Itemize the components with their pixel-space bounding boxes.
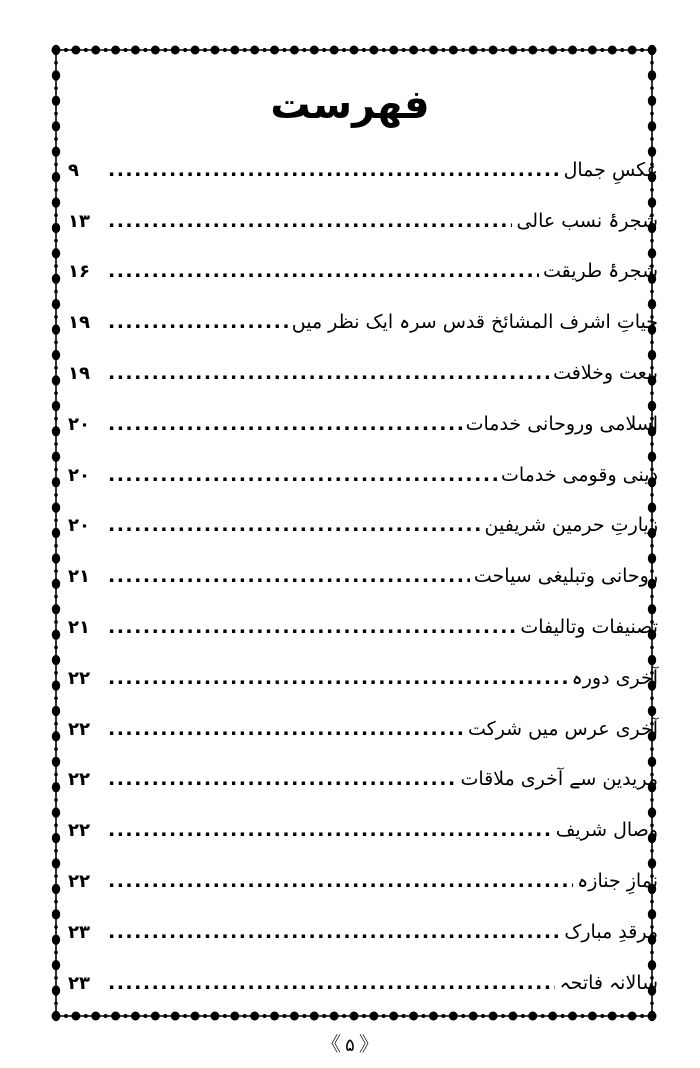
toc-entry-page: ۲۰ — [68, 413, 90, 435]
toc-entry-title: عکسِ جمال — [563, 158, 658, 181]
toc-entry — [68, 140, 658, 191]
toc-entry — [68, 902, 658, 953]
toc-entry-page: ۹ — [68, 159, 79, 181]
toc-entry-title: روحانی وتبلیغی سیاحت — [473, 565, 658, 588]
toc-entry — [68, 292, 658, 343]
page-title: فهرست — [270, 82, 430, 128]
dot-leader — [108, 464, 497, 486]
toc-entry-page: ۲۰ — [68, 515, 90, 537]
toc-entry-title: حیاتِ اشرف المشائخ قدس سرہ ایک نظر میں — [291, 311, 658, 334]
toc-entry-page: ۱۹ — [68, 362, 90, 384]
toc-entry-page: ۲۰ — [68, 464, 90, 486]
toc-entry-page: ۲۱ — [68, 616, 90, 638]
page-number-footer — [0, 1028, 700, 1057]
toc-entry-page: ۲۲ — [68, 667, 90, 689]
dot-leader — [108, 718, 464, 740]
toc-entry — [68, 800, 658, 851]
toc-entry-title: مریدین سے آخری ملاقات — [460, 768, 658, 791]
toc-entry-title: آخری دورہ — [571, 666, 658, 689]
dot-leader — [108, 565, 470, 587]
page-number: ۵ — [345, 1035, 355, 1056]
toc-entry-page: ۲۱ — [68, 566, 90, 588]
toc-entry — [68, 648, 658, 699]
dot-leader — [108, 311, 288, 333]
dot-leader — [108, 819, 552, 841]
toc-entry-title: دینی وقومی خدمات — [500, 463, 658, 486]
dot-leader — [108, 514, 481, 536]
toc-entry — [68, 699, 658, 750]
toc-entry-page: ۲۲ — [68, 718, 90, 740]
toc-entry-title: سالانہ فاتحہ — [559, 971, 658, 994]
toc-entry-page: ۲۲ — [68, 769, 90, 791]
toc-entry — [68, 597, 658, 648]
toc-entry — [68, 496, 658, 547]
toc-entry-page: ۱۶ — [68, 261, 90, 283]
ornamental-bracket-right-icon: 》 — [321, 1032, 342, 1056]
dot-leader — [108, 667, 568, 689]
dot-leader — [108, 768, 457, 790]
dot-leader — [108, 413, 462, 435]
toc-entry — [68, 546, 658, 597]
toc-entry-title: بیعت وخلافت — [553, 361, 658, 384]
toc-entry-page: ۲۲ — [68, 820, 90, 842]
dot-leader — [108, 921, 560, 943]
toc-entry-title: آخری عرس میں شرکت — [468, 717, 658, 740]
toc-entry — [68, 394, 658, 445]
dot-leader — [108, 616, 516, 638]
toc-entry-page: ۲۲ — [68, 870, 90, 892]
toc-entry-page: ۱۹ — [68, 312, 90, 334]
toc-entry-title: شجرۂ طریقت — [542, 260, 658, 283]
dot-leader — [108, 210, 512, 232]
toc-entry — [68, 851, 658, 902]
ornamental-bracket-left-icon: 《 — [358, 1032, 379, 1056]
toc-entry — [68, 242, 658, 293]
toc-entry — [68, 953, 658, 1004]
toc-entry-title: وصال شریف — [555, 819, 658, 842]
table-of-contents — [68, 140, 658, 1004]
dot-leader — [108, 362, 549, 384]
dot-leader — [108, 260, 539, 282]
toc-entry-title: تصنیفات وتالیفات — [520, 615, 658, 638]
toc-entry — [68, 191, 658, 242]
dot-leader — [108, 972, 555, 994]
toc-entry — [68, 343, 658, 394]
toc-entry-title: نمازِ جنازہ — [577, 869, 658, 892]
toc-entry-page: ۱۳ — [68, 210, 90, 232]
toc-entry — [68, 445, 658, 496]
toc-entry-title: اسلامی وروحانی خدمات — [465, 412, 658, 435]
dot-leader — [108, 870, 573, 892]
toc-entry-title: شجرۂ نسب عالی — [516, 209, 658, 232]
toc-entry — [68, 750, 658, 801]
toc-entry-title: زیارتِ حرمین شریفین — [484, 514, 658, 537]
toc-entry-title: مرقدِ مبارک — [564, 920, 658, 943]
dot-leader — [108, 159, 560, 181]
toc-entry-page: ۲۳ — [68, 921, 90, 943]
toc-entry-page: ۲۳ — [68, 972, 90, 994]
